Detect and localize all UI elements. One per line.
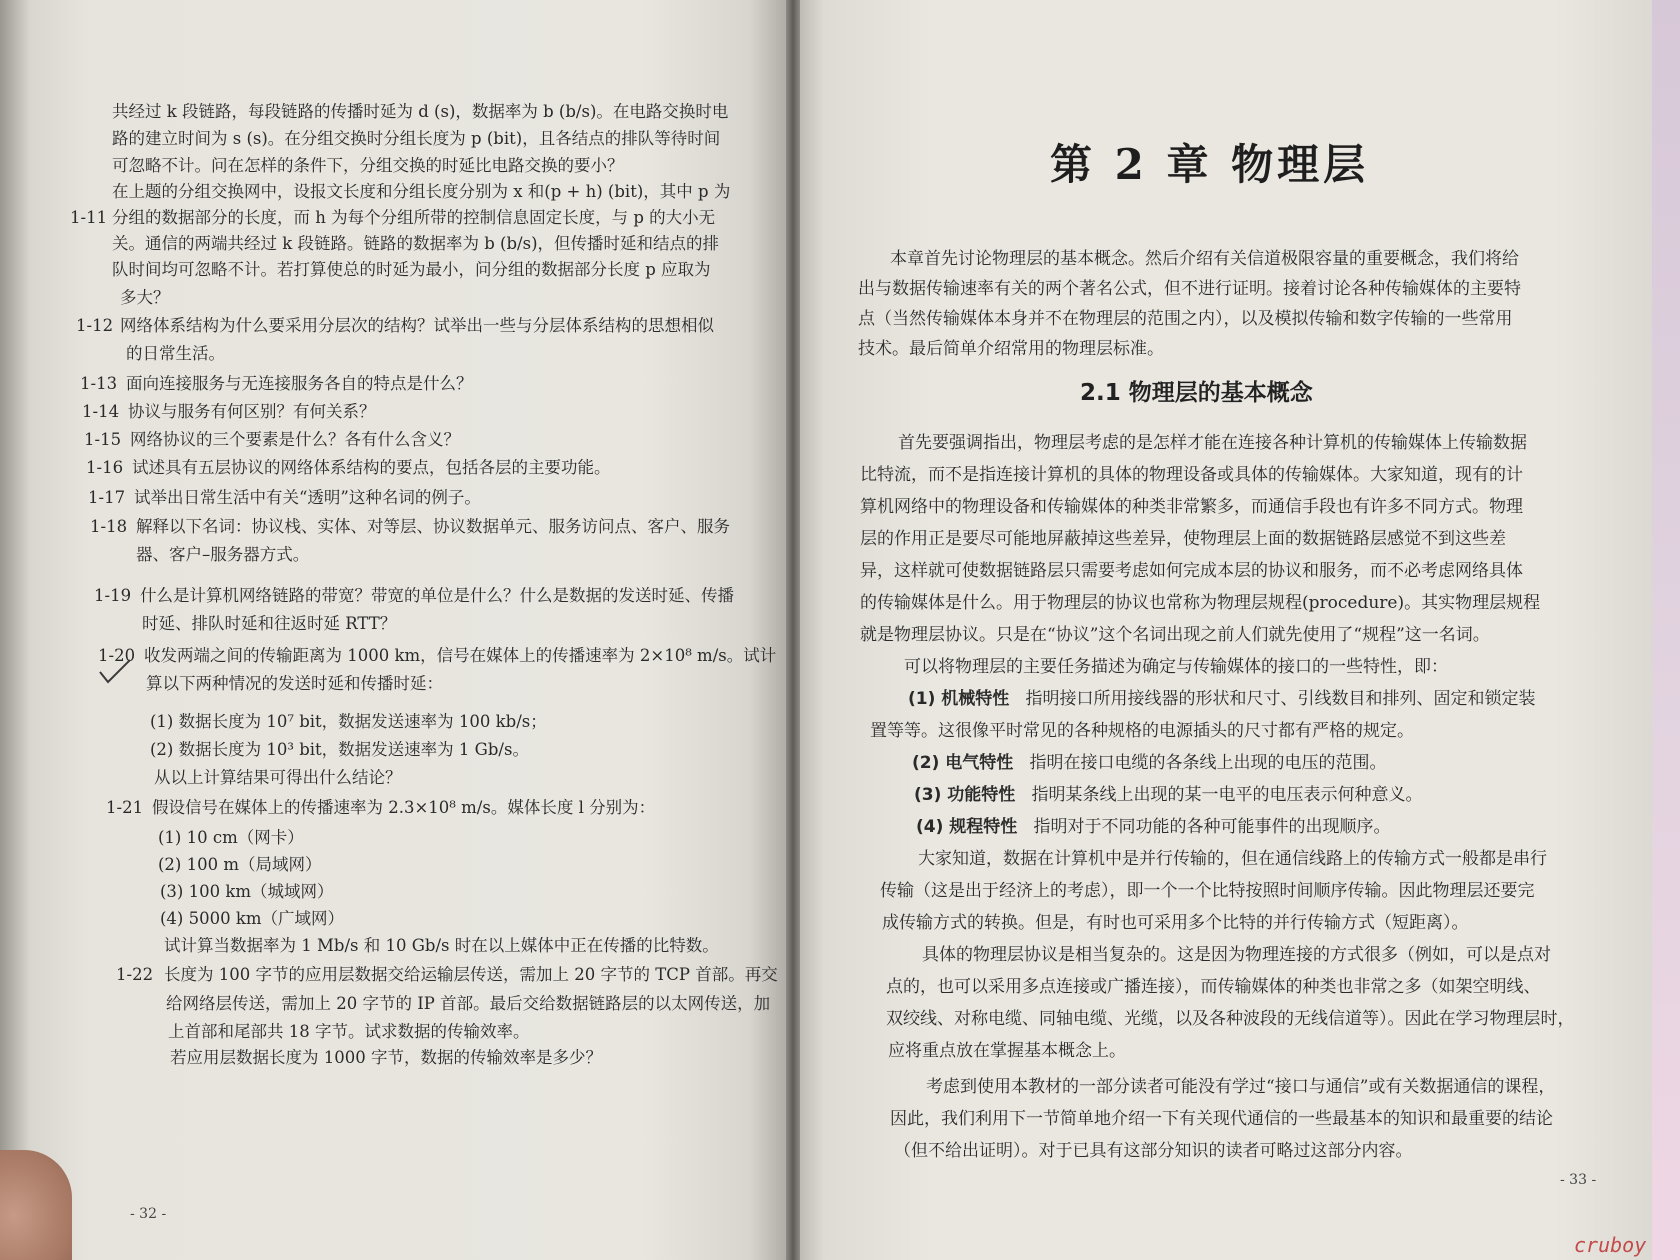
body-line: 的传输媒体是什么。用于物理层的协议也常称为物理层规程(procedure)。其实物理层规程 bbox=[860, 593, 1541, 613]
question-line: 的日常生活。 bbox=[126, 344, 225, 363]
question-line: 上首部和尾部共 18 字节。试求数据的传输效率。 bbox=[168, 1022, 530, 1041]
question-line: 若应用层数据长度为 1000 字节，数据的传输效率是多少？ bbox=[170, 1048, 602, 1067]
question-line: 从以上计算结果可得出什么结论？ bbox=[154, 768, 402, 787]
question-line: (4) 5000 km（广域网） bbox=[160, 909, 344, 928]
body-line: （但不给出证明）。对于已具有这部分知识的读者可略过这部分内容。 bbox=[894, 1141, 1413, 1161]
question-number: 1-20 bbox=[98, 646, 136, 665]
question-number: 1-17 bbox=[88, 488, 126, 507]
page-number-left: - 32 - bbox=[130, 1206, 167, 1222]
question-line: 什么是计算机网络链路的带宽？带宽的单位是什么？什么是数据的发送时延、传播 bbox=[140, 586, 734, 605]
question-line: 算以下两种情况的发送时延和传播时延： bbox=[146, 674, 443, 693]
body-line: 异，这样就可使数据链路层只需要考虑如何完成本层的协议和服务，而不必考虑网络具体 bbox=[860, 561, 1523, 581]
question-number: 1-21 bbox=[106, 798, 144, 817]
question-line: 时延、排队时延和往返时延 RTT？ bbox=[142, 614, 397, 633]
body-line: 层的作用正是要尽可能地屏蔽掉这些差异，使物理层上面的数据链路层感觉不到这些差 bbox=[860, 529, 1506, 549]
body-line: 点的，也可以采用多点连接或广播连接），而传输媒体的种类也非常之多（如架空明线、 bbox=[886, 977, 1541, 997]
question-number: 1-16 bbox=[86, 458, 124, 477]
question-line: 试计算当数据率为 1 Mb/s 和 10 Gb/s 时在以上媒体中正在传播的比特数。 bbox=[164, 936, 719, 955]
question-number: 1-12 bbox=[76, 316, 114, 335]
feature-text: 指明接口所用接线器的形状和尺寸、引线数目和排列、固定和锁定装 bbox=[1025, 689, 1536, 709]
feature-line bbox=[912, 750, 1387, 776]
question-line: 解释以下名词：协议栈、实体、对等层、协议数据单元、服务访问点、客户、服务 bbox=[136, 517, 730, 536]
feature-label: (1) 机械特性 bbox=[908, 689, 1010, 709]
question-line: 给网络层传送，需加上 20 字节的 IP 首部。最后交给数据链路层的以太网传送，加 bbox=[166, 994, 771, 1013]
question-line: 分组的数据部分的长度，而 h 为每个分组所带的控制信息固定长度，与 p 的大小无 bbox=[112, 208, 716, 227]
question-line: 试举出日常生活中有关“透明”这种名词的例子。 bbox=[134, 488, 481, 507]
feature-line bbox=[914, 782, 1423, 808]
chapter-title: 第 2 章 物理层 bbox=[1050, 140, 1370, 189]
question-line: 队时间均可忽略不计。若打算使总的时延为最小，问分组的数据部分长度 p 应取为 bbox=[112, 260, 711, 279]
intro-line: 点（当然传输媒体本身并不在物理层的范围之内），以及模拟传输和数字传输的一些常用 bbox=[858, 309, 1513, 329]
question-line: 协议与服务有何区别？有何关系？ bbox=[128, 402, 376, 421]
book-gutter bbox=[786, 0, 800, 1260]
feature-label: (2) 电气特性 bbox=[912, 753, 1014, 773]
body-line: 具体的物理层协议是相当复杂的。这是因为物理连接的方式很多（例如，可以是点对 bbox=[922, 945, 1551, 965]
intro-line: 共经过 k 段链路，每段链路的传播时延为 d (s)，数据率为 b (b/s)。在电路交换时电 bbox=[112, 102, 729, 121]
question-line: 多大？ bbox=[120, 288, 170, 307]
body-line: 就是物理层协议。只是在“协议”这个名词出现之前人们就先使用了“规程”这一名词。 bbox=[860, 625, 1490, 645]
body-line: 考虑到使用本教材的一部分读者可能没有学过“接口与通信”或有关数据通信的课程， bbox=[926, 1077, 1556, 1097]
body-line: 可以将物理层的主要任务描述为确定与传输媒体的接口的一些特性，即： bbox=[904, 657, 1448, 677]
feature-text: 置等等。这很像平时常见的各种规格的电源插头的尺寸都有严格的规定。 bbox=[870, 721, 1414, 741]
body-line: 双绞线、对称电缆、同轴电缆、光缆，以及各种波段的无线信道等）。因此在学习物理层时， bbox=[886, 1009, 1575, 1029]
body-line: 成传输方式的转换。但是，有时也可采用多个比特的并行传输方式（短距离）。 bbox=[882, 913, 1469, 933]
intro-line: 出与数据传输速率有关的两个著名公式，但不进行证明。接着讨论各种传输媒体的主要特 bbox=[858, 279, 1521, 299]
section-title: 2.1 物理层的基本概念 bbox=[1080, 380, 1313, 406]
question-number: 1-19 bbox=[94, 586, 132, 605]
question-line: 器、客户–服务器方式。 bbox=[136, 545, 310, 564]
question-number: 1-18 bbox=[90, 517, 128, 536]
question-line: (1) 数据长度为 10⁷ bit，数据发送速率为 100 kb/s； bbox=[150, 712, 547, 731]
feature-line bbox=[870, 718, 1414, 744]
feature-text: 指明在接口电缆的各条线上出现的电压的范围。 bbox=[1029, 753, 1387, 773]
question-line: 假设信号在媒体上的传播速率为 2.3×10⁸ m/s。媒体长度 l 分别为： bbox=[152, 798, 656, 817]
intro-line: 路的建立时间为 s (s)。在分组交换时分组长度为 p (bit)，且各结点的排队等待时间 bbox=[112, 129, 721, 148]
question-number: 1-11 bbox=[70, 208, 108, 227]
question-line: 面向连接服务与无连接服务各自的特点是什么？ bbox=[126, 374, 473, 393]
feature-line bbox=[908, 686, 1536, 712]
intro-line: 本章首先讨论物理层的基本概念。然后介绍有关信道极限容量的重要概念，我们将给 bbox=[890, 249, 1519, 269]
question-line: (1) 10 cm（网卡） bbox=[158, 828, 304, 847]
question-line: 收发两端之间的传输距离为 1000 km，信号在媒体上的传播速率为 2×10⁸ m/s。试计 bbox=[144, 646, 777, 665]
question-line: 网络协议的三个要素是什么？各有什么含义？ bbox=[130, 430, 460, 449]
body-line: 大家知道，数据在计算机中是并行传输的，但在通信线路上的传输方式一般都是串行 bbox=[918, 849, 1547, 869]
question-number: 1-15 bbox=[84, 430, 122, 449]
body-line: 应将重点放在掌握基本概念上。 bbox=[888, 1041, 1126, 1061]
question-line: 长度为 100 字节的应用层数据交给运输层传送，需加上 20 字节的 TCP 首部。再交 bbox=[164, 965, 778, 984]
question-line: 关。通信的两端共经过 k 段链路。链路的数据率为 b (b/s)，但传播时延和结点的排 bbox=[112, 234, 720, 253]
feature-line bbox=[916, 814, 1391, 840]
body-line: 因此，我们利用下一节简单地介绍一下有关现代通信的一些最基本的知识和最重要的结论 bbox=[890, 1109, 1553, 1129]
page-edge bbox=[1652, 0, 1680, 1260]
page-number-right: - 33 - bbox=[1560, 1172, 1597, 1188]
watermark: cruboy bbox=[1574, 1233, 1647, 1257]
question-line: 网络体系结构为什么要采用分层次的结构？试举出一些与分层体系结构的思想相似 bbox=[120, 316, 714, 335]
intro-line: 技术。最后简单介绍常用的物理层标准。 bbox=[858, 339, 1164, 359]
body-line: 比特流，而不是指连接计算机的具体的物理设备或具体的传输媒体。大家知道，现有的计 bbox=[860, 465, 1523, 485]
question-line: (2) 100 m（局域网） bbox=[158, 855, 322, 874]
question-line: 在上题的分组交换网中，设报文长度和分组长度分别为 x 和(p + h) (bit)，其中 p 为 bbox=[112, 182, 731, 201]
question-number: 1-22 bbox=[116, 965, 154, 984]
feature-text: 指明某条线上出现的某一电平的电压表示何种意义。 bbox=[1031, 785, 1423, 805]
question-line: 试述具有五层协议的网络体系结构的要点，包括各层的主要功能。 bbox=[132, 458, 611, 477]
feature-label: (3) 功能特性 bbox=[914, 785, 1016, 805]
body-line: 传输（这是出于经济上的考虑），即一个一个比特按照时间顺序传输。因此物理层还要完 bbox=[880, 881, 1535, 901]
question-line: (2) 数据长度为 10³ bit，数据发送速率为 1 Gb/s。 bbox=[150, 740, 529, 759]
body-line: 算机网络中的物理设备和传输媒体的种类非常繁多，而通信手段也有许多不同方式。物理 bbox=[860, 497, 1523, 517]
question-line: (3) 100 km（城域网） bbox=[160, 882, 334, 901]
body-line: 首先要强调指出，物理层考虑的是怎样才能在连接各种计算机的传输媒体上传输数据 bbox=[898, 433, 1527, 453]
feature-label: (4) 规程特性 bbox=[916, 817, 1018, 837]
feature-text: 指明对于不同功能的各种可能事件的出现顺序。 bbox=[1033, 817, 1391, 837]
question-number: 1-13 bbox=[80, 374, 118, 393]
question-number: 1-14 bbox=[82, 402, 120, 421]
handwritten-check-mark bbox=[98, 658, 132, 686]
intro-line: 可忽略不计。问在怎样的条件下，分组交换的时延比电路交换的要小？ bbox=[112, 156, 624, 175]
